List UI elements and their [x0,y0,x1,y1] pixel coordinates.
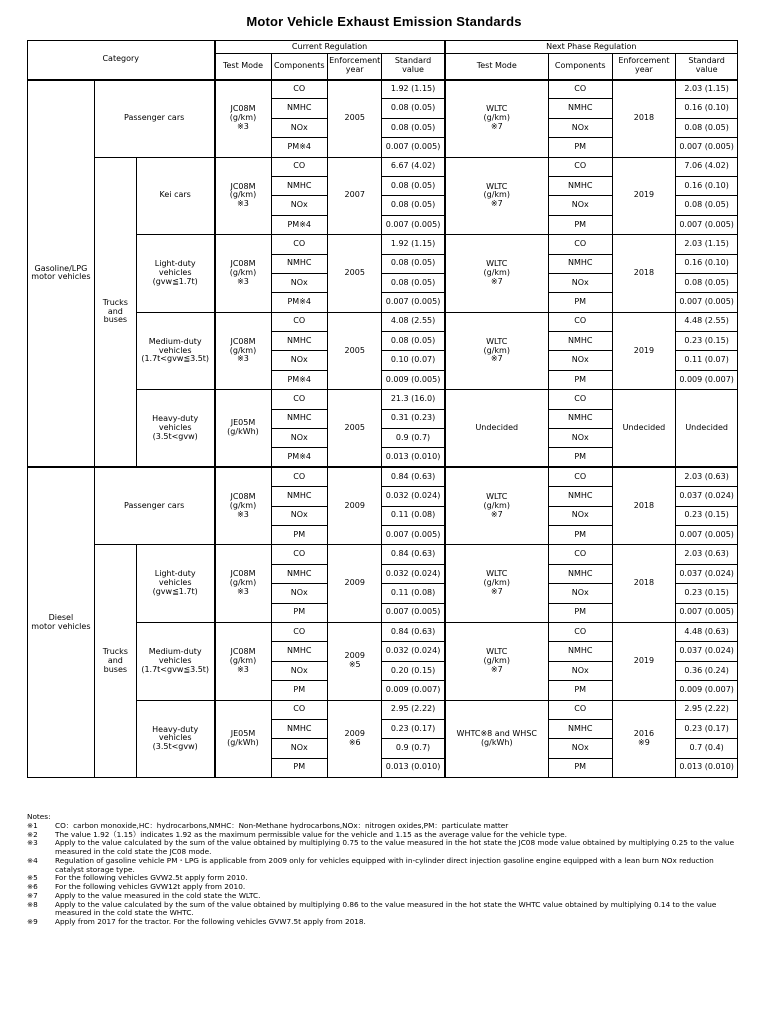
current-test-mode: JC08M (g/km) ※3 [215,467,272,545]
table-row [28,80,738,99]
current-test-mode: JC08M (g/km) ※3 [215,235,272,313]
note-text: Regulation of gasoline vehicle PM・LPG is applicable from 2009 only for vehicles equipped with in-cylinder direct injection gasoline engine equipped with a lean burn NOx reduction catalyst storage type. [55,855,714,874]
note-item [27,857,738,875]
current-standard-value: 21.3 (16.0) [382,390,445,409]
current-standard-value: 0.08 (0.05) [382,196,445,215]
next-component: CO [548,312,612,331]
next-test-mode: WLTC (g/km) ※7 [445,622,549,700]
table-row [28,467,738,486]
current-standard-value: 0.10 (0.07) [382,351,445,370]
next-test-mode: WLTC (g/km) ※7 [445,467,549,545]
next-test-mode: WLTC (g/km) ※7 [445,80,549,158]
vehicle-type-label: Medium-duty vehicles (1.7t<gvw≦3.5t) [136,312,214,390]
current-test-mode: JE05M (g/kWh) [215,700,272,778]
current-standard-value: 0.009 (0.005) [382,370,445,389]
current-component: PM※4 [271,138,328,157]
next-standard-value-header: Standard value [676,54,738,80]
next-component: CO [548,467,612,486]
next-component: NMHC [548,254,612,273]
current-component: NOx [271,661,328,680]
current-standard-value: 0.013 (0.010) [382,758,445,777]
next-enforcement-year: 2019 [612,157,676,235]
note-mark: ※1 [27,820,38,830]
next-enforcement-year: Undecided [612,390,676,468]
current-test-mode: JC08M (g/km) ※3 [215,622,272,700]
next-component: NOx [548,273,612,292]
next-standard-value: 2.03 (0.63) [676,545,738,564]
current-component: CO [271,622,328,641]
current-test-mode: JE05M (g/kWh) [215,390,272,468]
emission-standards-table [27,40,738,778]
current-component: PM [271,525,328,544]
current-component: PM※4 [271,448,328,467]
current-component: NMHC [271,332,328,351]
next-standard-value: 0.36 (0.24) [676,661,738,680]
current-test-mode: JC08M (g/km) ※3 [215,157,272,235]
next-component: CO [548,80,612,99]
next-component: NMHC [548,99,612,118]
next-standard-value: 0.23 (0.15) [676,506,738,525]
current-component: PM※4 [271,293,328,312]
next-standard-value: 0.16 (0.10) [676,176,738,195]
current-test-mode: JC08M (g/km) ※3 [215,545,272,623]
next-enforcement-year: 2016 ※9 [612,700,676,778]
current-standard-value: 0.007 (0.005) [382,138,445,157]
current-enforcement-year: 2005 [328,390,382,468]
current-standard-value: 0.08 (0.05) [382,118,445,137]
next-component: CO [548,622,612,641]
current-regulation-header: Current Regulation [215,41,445,54]
next-component: CO [548,390,612,409]
current-component: NMHC [271,719,328,738]
trucks-and-buses-label: Trucks and buses [94,157,136,467]
current-component: PM [271,603,328,622]
current-component: NMHC [271,642,328,661]
current-component: NMHC [271,254,328,273]
next-standard-value: 7.06 (4.02) [676,157,738,176]
next-component: NOx [548,351,612,370]
current-component: CO [271,235,328,254]
next-test-mode: WLTC (g/km) ※7 [445,312,549,390]
next-standard-value: 2.03 (1.15) [676,80,738,99]
next-component: NOx [548,429,612,448]
current-component: CO [271,467,328,486]
next-enforcement-year: 2018 [612,467,676,545]
note-text: Apply to the value calculated by the sum of the value obtained by multiplying 0.75 to the value measured in the hot state the JC08 mode value obtained by multiplying 0.25 to the value measured in the cold state the JC08 mode. [55,838,735,856]
note-text: Apply to the value measured in the cold state the WLTC. [55,890,261,900]
note-text: Apply to the value calculated by the sum of the value obtained by multiplying 0.86 to the value measured in the hot state the WHTC value obtained by multiplying 0.14 to the value measured in the cold state the WHTC. [55,899,717,918]
next-standard-value: 0.007 (0.005) [676,215,738,234]
current-component: CO [271,390,328,409]
current-component: CO [271,312,328,331]
next-component: CO [548,700,612,719]
next-standard-value: 0.23 (0.17) [676,719,738,738]
current-standard-value: 0.9 (0.7) [382,429,445,448]
current-component: PM [271,758,328,777]
next-enforcement-year: 2019 [612,312,676,390]
current-standard-value: 0.007 (0.005) [382,525,445,544]
next-enforcement-year: 2018 [612,80,676,158]
note-mark: ※3 [27,838,38,848]
current-standard-value: 0.11 (0.08) [382,584,445,603]
current-component: NMHC [271,409,328,428]
next-component: PM [548,293,612,312]
current-component: NOx [271,584,328,603]
next-test-mode: WLTC (g/km) ※7 [445,157,549,235]
next-standard-value: 0.009 (0.007) [676,681,738,700]
current-component: NOx [271,739,328,758]
next-standard-value: 0.08 (0.05) [676,196,738,215]
note-mark: ※8 [27,899,38,909]
next-component: NMHC [548,487,612,506]
current-standard-value: 6.67 (4.02) [382,157,445,176]
next-components-header: Components [548,54,612,80]
current-standard-value: 0.08 (0.05) [382,254,445,273]
next-component: NOx [548,661,612,680]
current-standard-value: 0.007 (0.005) [382,293,445,312]
note-mark: ※2 [27,829,38,839]
current-component: NOx [271,351,328,370]
vehicle-type-label: Light-duty vehicles (gvw≦1.7t) [136,545,214,623]
next-standard-value: Undecided [676,390,738,468]
next-component: NOx [548,584,612,603]
standard-value-header: Standard value [382,54,445,80]
current-standard-value: 2.95 (2.22) [382,700,445,719]
next-standard-value: 0.037 (0.024) [676,487,738,506]
next-standard-value: 0.009 (0.007) [676,370,738,389]
next-standard-value: 0.23 (0.15) [676,332,738,351]
next-test-mode: Undecided [445,390,549,468]
next-standard-value: 0.007 (0.005) [676,525,738,544]
next-component: NOx [548,739,612,758]
next-component: NMHC [548,409,612,428]
next-component: PM [548,138,612,157]
current-standard-value: 0.007 (0.005) [382,215,445,234]
current-standard-value: 0.9 (0.7) [382,739,445,758]
enforcement-year-header: Enforcement year [328,54,382,80]
note-text: CO：carbon monoxide,HC：hydrocarbons,NMHC：Non-Methane hydrocarbons,NOx：nitrogen oxides,PM：particulate matter [55,820,509,830]
next-standard-value: 4.48 (2.55) [676,312,738,331]
current-enforcement-year: 2009 [328,545,382,623]
current-component: NMHC [271,564,328,583]
current-component: NOx [271,196,328,215]
current-component: PM※4 [271,215,328,234]
table-row [28,545,738,564]
next-enforcement-year: 2018 [612,235,676,313]
current-standard-value: 0.08 (0.05) [382,273,445,292]
next-component: NMHC [548,642,612,661]
current-standard-value: 0.08 (0.05) [382,332,445,351]
current-standard-value: 0.08 (0.05) [382,176,445,195]
current-standard-value: 1.92 (1.15) [382,235,445,254]
next-test-mode: WLTC (g/km) ※7 [445,545,549,623]
next-standard-value: 2.03 (0.63) [676,467,738,486]
next-standard-value: 0.007 (0.005) [676,138,738,157]
current-component: CO [271,700,328,719]
current-enforcement-year: 2005 [328,312,382,390]
next-standard-value: 0.037 (0.024) [676,642,738,661]
next-standard-value: 0.11 (0.07) [676,351,738,370]
note-mark: ※9 [27,917,38,926]
next-component: NMHC [548,719,612,738]
next-standard-value: 0.16 (0.10) [676,254,738,273]
trucks-and-buses-label: Trucks and buses [94,545,136,778]
current-standard-value: 0.20 (0.15) [382,661,445,680]
current-standard-value: 0.23 (0.17) [382,719,445,738]
current-standard-value: 1.92 (1.15) [382,80,445,99]
current-standard-value: 0.08 (0.05) [382,99,445,118]
next-component: PM [548,525,612,544]
current-standard-value: 0.013 (0.010) [382,448,445,467]
next-component: NMHC [548,332,612,351]
current-component: PM※4 [271,370,328,389]
note-text: Apply from 2017 for the tractor. For the following vehicles GVW7.5t apply from 2018. [55,917,366,926]
next-standard-value: 0.007 (0.005) [676,603,738,622]
current-enforcement-year: 2009 ※6 [328,700,382,778]
current-enforcement-year: 2007 [328,157,382,235]
next-standard-value: 0.08 (0.05) [676,273,738,292]
vehicle-type-label: Light-duty vehicles (gvw≦1.7t) [136,235,214,313]
note-text: For the following vehicles GVW2.5t apply form 2010. [55,873,248,883]
next-standard-value: 0.007 (0.005) [676,293,738,312]
note-item [27,918,738,927]
next-component: NOx [548,118,612,137]
note-mark: ※6 [27,882,38,891]
current-component: CO [271,80,328,99]
current-enforcement-year: 2005 [328,235,382,313]
next-component: CO [548,235,612,254]
current-component: CO [271,545,328,564]
vehicle-type-label: Heavy-duty vehicles (3.5t<gvw) [136,390,214,468]
vehicle-type-label: Medium-duty vehicles (1.7t<gvw≦3.5t) [136,622,214,700]
current-component: NMHC [271,487,328,506]
current-standard-value: 0.31 (0.23) [382,409,445,428]
current-enforcement-year: 2005 [328,80,382,158]
next-test-mode: WHTC※8 and WHSC (g/kWh) [445,700,549,778]
next-component: NMHC [548,176,612,195]
next-component: NMHC [548,564,612,583]
next-standard-value: 4.48 (0.63) [676,622,738,641]
current-test-mode: JC08M (g/km) ※3 [215,312,272,390]
page-title: Motor Vehicle Exhaust Emission Standards [246,14,522,29]
current-component: NMHC [271,176,328,195]
fuel-category-diesel: Diesel motor vehicles [28,467,95,777]
next-enforcement-year-header: Enforcement year [612,54,676,80]
next-component: NOx [548,506,612,525]
test-mode-header: Test Mode [215,54,272,80]
note-text: The value 1.92（1.15）indicates 1.92 as the maximum permissible value for the vehicle and 1.15 as the average value for the vehicle type. [55,829,567,839]
next-test-mode-header: Test Mode [445,54,549,80]
current-component: NOx [271,118,328,137]
current-test-mode: JC08M (g/km) ※3 [215,80,272,158]
current-standard-value: 0.007 (0.005) [382,603,445,622]
fuel-category-gasoline: Gasoline/LPG motor vehicles [28,80,95,468]
category-header: Category [28,41,215,80]
next-component: PM [548,681,612,700]
vehicle-type-label: Heavy-duty vehicles (3.5t<gvw) [136,700,214,778]
notes [27,813,738,927]
current-standard-value: 0.032 (0.024) [382,487,445,506]
current-standard-value: 0.84 (0.63) [382,545,445,564]
current-component: CO [271,157,328,176]
note-mark: ※5 [27,873,38,883]
next-test-mode: WLTC (g/km) ※7 [445,235,549,313]
next-standard-value: 0.013 (0.010) [676,758,738,777]
next-enforcement-year: 2018 [612,545,676,623]
vehicle-type-label: Passenger cars [94,80,214,158]
next-standard-value: 0.08 (0.05) [676,118,738,137]
note-item [27,839,738,857]
next-standard-value: 0.7 (0.4) [676,739,738,758]
current-component: NOx [271,506,328,525]
components-header: Components [271,54,328,80]
next-component: NOx [548,196,612,215]
current-component: PM [271,681,328,700]
next-component: PM [548,215,612,234]
current-standard-value: 0.032 (0.024) [382,642,445,661]
next-standard-value: 2.95 (2.22) [676,700,738,719]
note-mark: ※7 [27,890,38,900]
next-component: PM [548,758,612,777]
next-component: CO [548,545,612,564]
current-standard-value: 0.032 (0.024) [382,564,445,583]
next-enforcement-year: 2019 [612,622,676,700]
vehicle-type-label: Passenger cars [94,467,214,545]
current-enforcement-year: 2009 ※5 [328,622,382,700]
current-standard-value: 0.009 (0.007) [382,681,445,700]
note-mark: ※4 [27,855,38,865]
next-standard-value: 0.037 (0.024) [676,564,738,583]
notes-title: Notes: [27,812,51,821]
next-regulation-header: Next Phase Regulation [445,41,738,54]
current-component: NMHC [271,99,328,118]
note-text: For the following vehicles GVW12t apply from 2010. [55,882,246,891]
next-standard-value: 0.23 (0.15) [676,584,738,603]
current-enforcement-year: 2009 [328,467,382,545]
current-component: NOx [271,429,328,448]
current-component: NOx [271,273,328,292]
next-component: PM [548,448,612,467]
current-standard-value: 0.84 (0.63) [382,467,445,486]
next-component: PM [548,370,612,389]
next-component: CO [548,157,612,176]
current-standard-value: 0.11 (0.08) [382,506,445,525]
table-row [28,157,738,176]
current-standard-value: 4.08 (2.55) [382,312,445,331]
note-item [27,901,738,919]
next-standard-value: 2.03 (1.15) [676,235,738,254]
vehicle-type-label: Kei cars [136,157,214,235]
next-component: PM [548,603,612,622]
next-standard-value: 0.16 (0.10) [676,99,738,118]
current-standard-value: 0.84 (0.63) [382,622,445,641]
